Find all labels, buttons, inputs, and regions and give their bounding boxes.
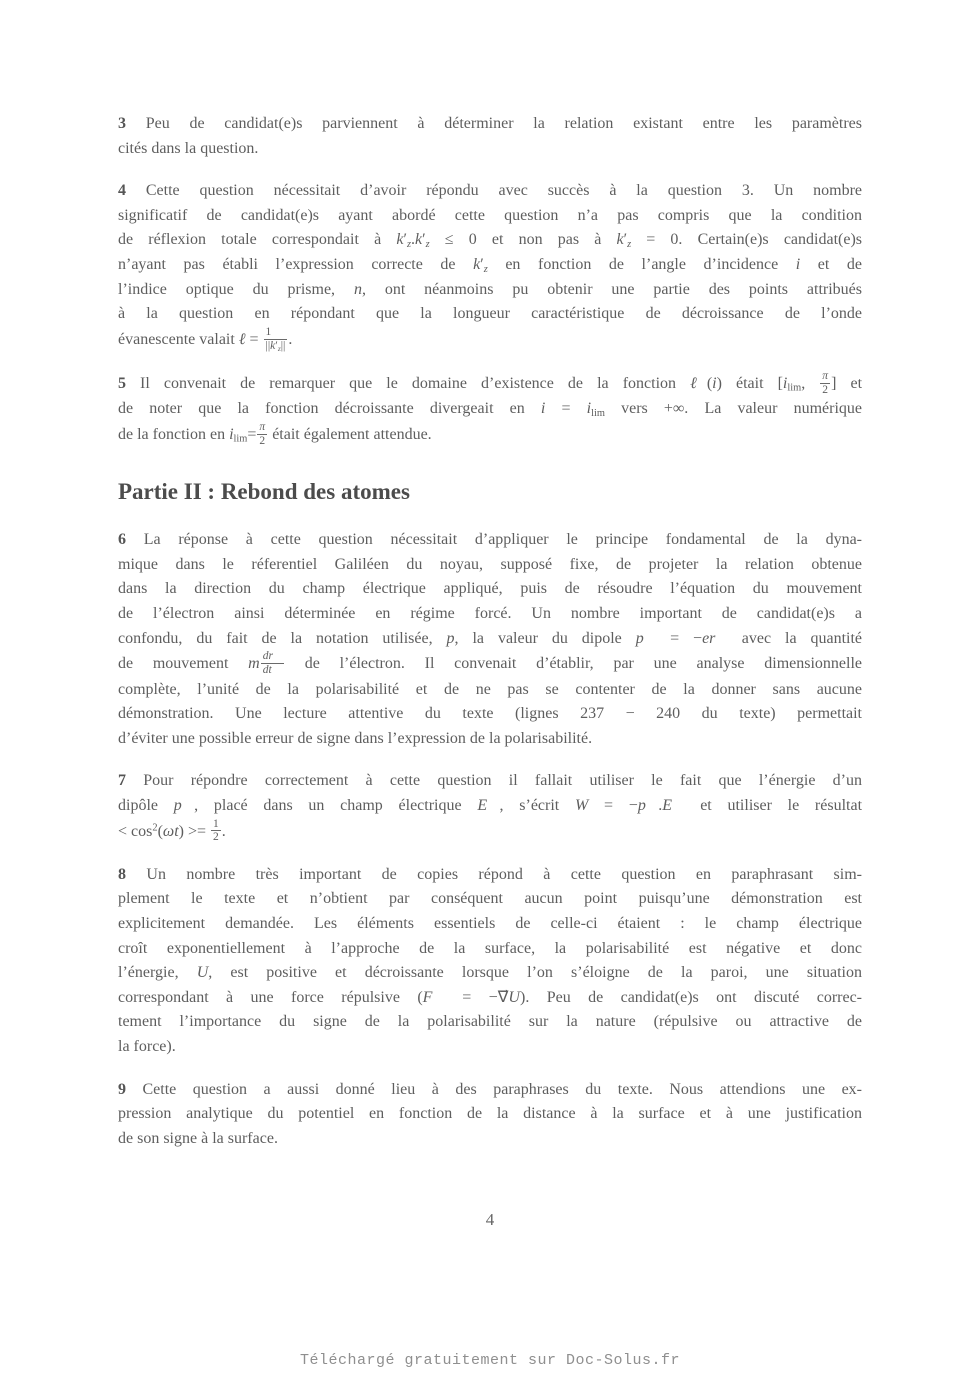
denominator (264, 339, 288, 353)
text-line (118, 986, 862, 1011)
italic-run: ωt (162, 822, 179, 840)
text-run: ( (157, 822, 163, 840)
text-run: Cette question nécessitait d’avoir répondu avec succès à la question 3. Un nombre (126, 182, 862, 200)
text-run: cités dans la question. (118, 139, 259, 157)
paragraph (118, 371, 862, 448)
text-run: ] et (831, 374, 863, 392)
text-run: 2 (259, 434, 266, 447)
text-run: || (280, 339, 286, 352)
text-run: . (221, 822, 226, 840)
italic-run: z (406, 239, 411, 251)
text-line (118, 1035, 862, 1060)
italic-run: n (353, 280, 362, 298)
text-line (118, 422, 862, 448)
text-run: lim (591, 408, 605, 420)
italic-run: k (473, 255, 481, 273)
text-line (118, 327, 862, 353)
text-line (118, 863, 862, 888)
text-line (118, 912, 862, 937)
text-run: évanescente valait (118, 330, 239, 348)
italic-run: z (425, 239, 430, 251)
text-run: < cos (118, 822, 153, 840)
italic-run: k (270, 339, 276, 352)
text-line (118, 602, 862, 627)
text-run: n’ayant pas établi l’expression correcte de (118, 255, 474, 273)
italic-run: F⃗ (422, 988, 445, 1006)
text-run: de l’électron. Il convenait d’établir, par une analyse dimensionnelle (284, 655, 863, 673)
text-run: ′ (623, 231, 628, 249)
text-line (118, 727, 862, 752)
bold-run: 7 (118, 772, 126, 790)
text-line (118, 228, 862, 253)
numerator (211, 818, 221, 831)
text-line (118, 702, 862, 727)
denominator (211, 830, 221, 844)
text-run: , ont néanmoins pu obtenir une partie des points attribués (361, 280, 863, 298)
numerator (820, 370, 830, 383)
text-run: , la valeur du dipole (454, 629, 636, 647)
italic-run: k (396, 231, 404, 249)
text-run: = (245, 330, 263, 348)
text-run: ≤ 0 et non pas à (429, 231, 617, 249)
subscript (787, 383, 801, 394)
italic-run: W (574, 796, 589, 814)
text-run: ). Peu de candidat(e)s ont discuté correc- (519, 988, 863, 1006)
bold-run: 9 (118, 1080, 126, 1098)
text-line (118, 651, 862, 677)
text-run: 1 (213, 817, 219, 830)
text-line (118, 794, 862, 819)
text-line (118, 678, 862, 703)
text-run: || (265, 339, 271, 352)
text-run: = − (656, 629, 703, 647)
text-run: = (545, 400, 587, 418)
italic-run: i (782, 374, 788, 392)
italic-run: i (586, 400, 592, 418)
text-run: = 0. Certain(e)s candidat(e)s (631, 231, 862, 249)
numerator (264, 326, 288, 339)
numerator (257, 421, 267, 434)
text-line (118, 961, 862, 986)
text-run: lim (233, 433, 248, 445)
text-run: mique dans le réferentiel Galiléen du noyau, supposé fixe, de projeter la relation obtenue (118, 555, 862, 573)
text-run: de noter que la fonction décroissante divergeait en (118, 400, 541, 418)
bold-run: 6 (118, 531, 126, 549)
text-run: . (410, 231, 415, 249)
text-run: en fonction de l’angle d’incidence (487, 255, 796, 273)
text-run: ′ (403, 231, 407, 249)
text-line (118, 887, 862, 912)
text-run: avec la quantité (727, 629, 863, 647)
text-line (118, 769, 862, 794)
text-run: vers +∞. La valeur numérique (604, 400, 862, 418)
text-run: ′ (480, 255, 484, 273)
text-line (118, 278, 862, 303)
text-run: 2 (152, 822, 158, 834)
text-line (118, 302, 862, 327)
text-run: = − (588, 796, 638, 814)
fraction (820, 370, 830, 396)
text-line (118, 577, 862, 602)
text-run: , est positive et décroissante lorsque l’on s’éloigne de la paroi, une situation (208, 964, 862, 982)
text-run: et utiliser le résultat (684, 796, 863, 814)
document-content (118, 112, 862, 1169)
bold-run: 3 (118, 115, 126, 132)
paragraph (118, 1078, 862, 1152)
bold-run: 5 (118, 374, 126, 392)
italic-run: p (446, 629, 455, 647)
text-run: explicitement demandée. Les éléments essentiels de celle-ci étaient : le champ électrique (118, 915, 862, 933)
italic-run: er⃗ (702, 629, 728, 647)
italic-run: i (540, 400, 546, 418)
text-run: ′ (275, 339, 278, 352)
italic-run: p⃗ (637, 796, 659, 814)
italic-run: π (259, 421, 266, 434)
text-line (118, 1010, 862, 1035)
text-run: de mouvement (118, 655, 249, 673)
text-line (118, 179, 862, 204)
text-run: ) >= (178, 822, 211, 840)
text-run: et de (800, 255, 862, 273)
italic-run: z (277, 343, 281, 353)
text-run: de son signe à la surface. (118, 1129, 278, 1147)
fraction (261, 650, 284, 676)
text-run: . (288, 330, 293, 348)
text-run: correspondant à une force répulsive ( (118, 988, 423, 1006)
text-line (118, 1127, 862, 1152)
text-run: Cette question a aussi donné lieu à des paraphrases du texte. Nous attendions une ex- (126, 1080, 862, 1098)
text-line (118, 627, 862, 652)
denominator (820, 383, 830, 397)
italic-run: k (616, 231, 624, 249)
text-run: . (658, 796, 663, 814)
fraction (264, 326, 288, 352)
text-run: croît exponentiellement à l’approche de la surface, la polarisabilité est négative et donc (118, 939, 862, 957)
text-run: = −∇⃗ (444, 988, 509, 1006)
text-run: la force). (118, 1038, 176, 1055)
text-run: ) était [ (716, 374, 783, 392)
text-line (118, 819, 862, 845)
text-run: Peu de candidat(e)s parviennent à déterminer la relation existant entre les paramètres (126, 115, 862, 132)
text-run: démonstration. Une lecture attentive du texte (lignes 237 − 240 du texte) permettait (118, 705, 862, 723)
text-line (118, 1102, 862, 1127)
text-run: , placé dans un champ électrique (194, 796, 478, 814)
page-number: 4 (485, 1210, 495, 1229)
text-run: ( (706, 374, 713, 392)
text-run: tement l’importance du signe de la polarisabilité sur la nature (répulsive ou attractive de (118, 1013, 862, 1031)
text-run: d’éviter une possible erreur de signe dans l’expression de la polarisabilité. (118, 729, 593, 747)
text-run: lim (787, 382, 802, 394)
text-run: , (801, 374, 820, 392)
italic-run: U (196, 964, 209, 982)
numerator (261, 650, 284, 663)
text-line (118, 1078, 862, 1103)
text-run: à la question en répondant que la longueur caractéristique de décroissance de l’onde (118, 305, 862, 323)
paragraph (118, 528, 862, 751)
text-run: 1 (265, 325, 272, 338)
paragraph (118, 863, 862, 1060)
denominator (257, 434, 267, 448)
text-run: l’indice optique du prisme, (118, 280, 354, 298)
text-line (118, 371, 862, 397)
italic-run: z (483, 263, 488, 275)
subscript (591, 408, 605, 419)
italic-run: i (795, 255, 801, 273)
italic-run: dt (262, 664, 272, 676)
italic-run: ℓ (238, 330, 246, 348)
italic-run: z (627, 239, 632, 251)
italic-run: p⃗ (173, 796, 195, 814)
text-run: Pour répondre correctement à cette question il fallait utiliser le fait que l’énergie d’un (126, 772, 862, 790)
text-run: l’énergie, (118, 964, 197, 982)
text-line (118, 112, 862, 137)
text-line (118, 397, 862, 422)
text-run: de la fonction en (118, 425, 230, 443)
text-run: était également attendue. (268, 425, 432, 443)
subscript (234, 434, 248, 445)
text-run: La réponse à cette question nécessitait d’appliquer le principe fondamental de la dyna- (126, 531, 862, 549)
text-line (118, 204, 862, 229)
italic-run: U (508, 988, 520, 1006)
text-run: complète, l’unité de la polarisabilité et de ne pas se contenter de la donner sans aucune (118, 680, 862, 698)
italic-run: i (712, 374, 717, 392)
paragraph (118, 179, 862, 353)
text-run: 2 (822, 383, 829, 396)
italic-run: i (229, 425, 234, 443)
italic-run: p⃗ (635, 629, 657, 647)
italic-run: ℓ (690, 374, 707, 392)
italic-run: π (822, 370, 829, 383)
text-run: ′ (422, 231, 426, 249)
fraction (257, 421, 267, 447)
text-run: confondu, du fait de la notation utilisée, (118, 629, 447, 647)
text-run: dipôle (118, 796, 174, 814)
text-run: , s’écrit (499, 796, 575, 814)
text-run: = (247, 425, 257, 443)
text-run: Un nombre très important de copies répond à cette question en paraphrasant sim- (126, 865, 862, 883)
paragraph (118, 112, 862, 161)
italic-run: E⃗ (662, 796, 685, 814)
text-line (118, 937, 862, 962)
download-watermark: Téléchargé gratuitement sur Doc-Solus.fr (299, 1352, 681, 1369)
text-run: plement le texte et n’obtient par conséquent aucun point puisqu’une démonstration est (118, 890, 862, 908)
denominator (261, 663, 284, 677)
italic-run: m (248, 655, 260, 673)
italic-run: k (414, 231, 423, 249)
text-run: Il convenait de remarquer que le domaine d’existence de la fonction (126, 374, 691, 392)
text-run: significatif de candidat(e)s ayant abordé cette question n’a pas compris que la condition (118, 206, 862, 224)
text-line (118, 528, 862, 553)
text-line (118, 137, 862, 162)
bold-run: 8 (118, 865, 126, 883)
text-line (118, 253, 862, 278)
italic-run: E⃗ (477, 796, 500, 814)
text-run: de réflexion totale correspondait à (118, 231, 397, 249)
text-line (118, 553, 862, 578)
text-run: 2 (213, 831, 219, 844)
text-run: de l’électron ainsi déterminée en régime forcé. Un nombre important de candidat(e)s a (118, 605, 862, 623)
italic-run: dr⃗ (262, 650, 282, 663)
paragraph (118, 769, 862, 845)
section-heading: Partie II : Rebond des atomes (118, 479, 410, 505)
bold-run: 4 (118, 182, 126, 200)
text-run: dans la direction du champ électrique appliqué, puis de résoudre l’équation du mouvement (118, 580, 862, 598)
text-run: pression analytique du potentiel en fonction de la distance à la surface et à une justification (118, 1105, 862, 1123)
fraction (211, 818, 221, 844)
